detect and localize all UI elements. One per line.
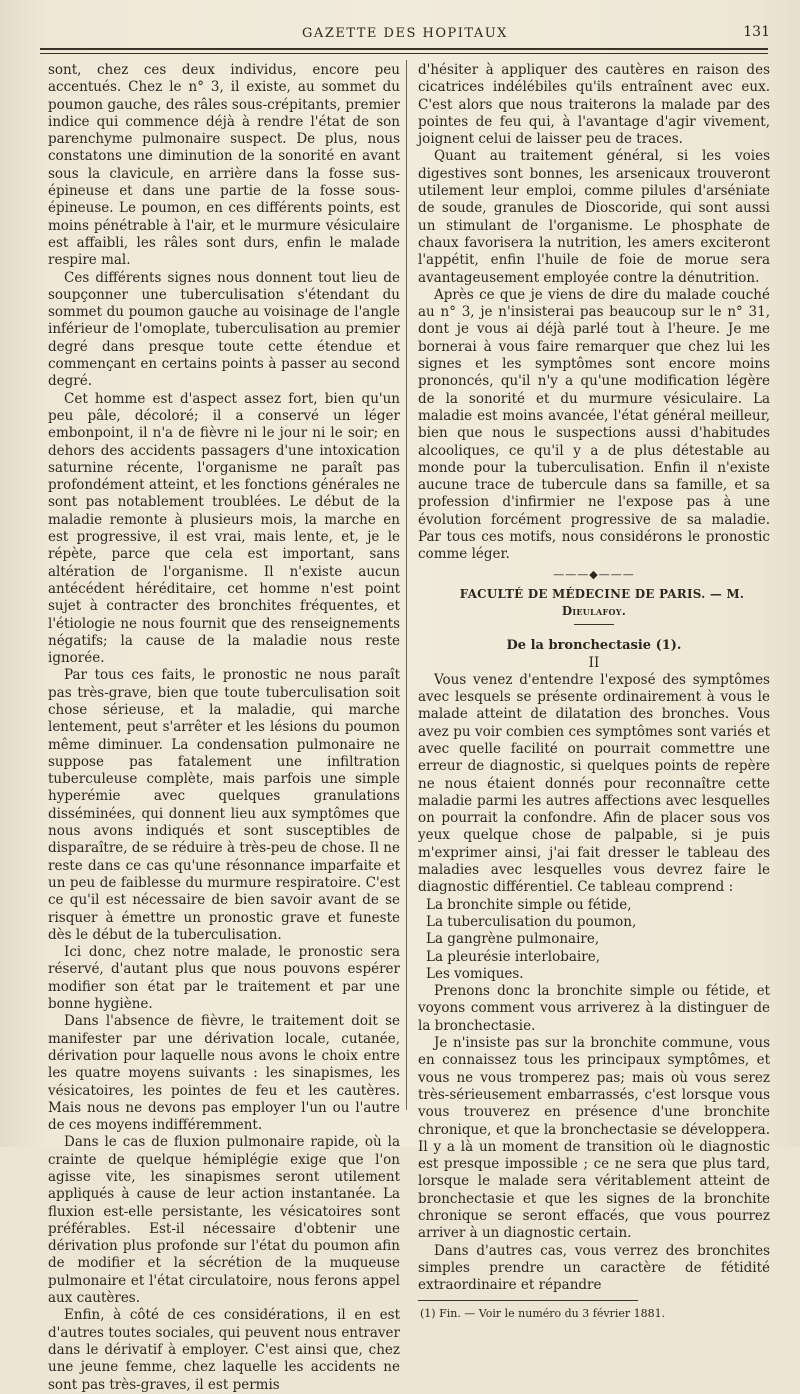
short-rule [574,624,614,625]
page-header [40,22,770,46]
paragraph: Je n'insiste pas sur la bronchite commune, vous en connaissez tous les principaux symptômes, et vous ne vous tromperez pas; mais où vous serez très-sérieusement embarrassés, c'est lorsque vous vous trouverez en présence d'une bronchite chronique, et que la bronchectasie se développera. Il y a là un moment de transition où le diagnostic est presque impossible ; ce ne sera que plus tard, lorsque le malade sera véritablement atteint de bronchectasie et que les signes de la bronchite chronique se seront effacés, que vous pourrez arriver à un diagnostic certain. [418,1035,770,1242]
right-column [418,62,770,1321]
paragraph: Dans le cas de fluxion pulmonaire rapide, où la crainte de quelque hémiplégie exige que l'on agisse vite, les sinapismes seront utilement appliqués à cause de leur action instantanée. La fluxion est-elle persistante, les vésicatoires sont préférables. Est-il nécessaire d'obtenir une dérivation plus profonde sur l'état du poumon afin de modifier et la sécrétion de la muqueuse pulmonaire et l'état circulatoire, nous ferons appel aux cautères. [48,1134,400,1307]
section-heading-text: FACULTÉ DE MÉDECINE DE PARIS. — M. [459,586,745,601]
list-item: La bronchite simple ou fétide, [426,896,632,913]
paragraph: Dans l'absence de fièvre, le traitement doit se manifester par une dérivation locale, cutanée, dérivation pour laquelle nous avons le choix entre les quatre moyens suivants : les sinapismes, les vésicatoires, les pointes de feu et les cautères. Mais nous ne devons pas employer l'un ou l'autre de ces moyens indifféremment. [48,1013,400,1134]
list-item: Les vomiques. [426,965,524,982]
footnote: (1) Fin. — Voir le numéro du 3 février 1881. [420,1307,666,1321]
left-column [48,62,400,1393]
paragraph: Ici donc, chez notre malade, le pronostic sera réservé, d'autant plus que nous pouvons espérer modifier son état par le traitement et par une bonne hygiène. [48,944,400,1013]
header-rule-top [40,48,768,50]
journal-title: GAZETTE DES HOPITAUX [302,26,508,41]
article-title: De la bronchectasie (1). [506,638,682,654]
paragraph: sont, chez ces deux individus, encore peu accentués. Chez le n° 3, il existe, au sommet du poumon gauche, des râles sous-crépitants, premier indice qui commence déjà à rendre l'état de son parenchyme pulmonaire suspect. De plus, nous constatons une diminution de la sonorité en avant sous la clavicule, en arrière dans la fosse sus-épineuse et dans une partie de la fosse sous-épineuse. Le poumon, en ces différents points, est moins pénétrable à l'air, et le murmure vésiculaire est affaibli, les râles sont durs, enfin le malade respire mal. [48,62,400,269]
column-divider [406,60,407,1110]
paragraph: Enfin, à côté de ces considérations, il en est d'autres toutes sociales, qui peuvent nous entraver dans le dérivatif à employer. C'est ainsi que, chez une jeune femme, chez laquelle les accidents ne sont pas très-graves, il est permis [48,1307,400,1393]
paragraph: Vous venez d'entendre l'exposé des symptômes avec lesquels se présente ordinairement à vous le malade atteint de dilatation des bronches. Vous avez pu voir combien ces symptômes sont variés et avec quelle facilité on pourrait commettre une erreur de diagnostic, si quelques points de repère ne nous étaient donnés pour reconnaître cette maladie parmi les autres affections avec lesquelles on pourrait la confondre. Afin de placer sous vos yeux quelque chose de palpable, si je puis m'exprimer ainsi, j'ai fait dresser le tableau des maladies avec lesquelles vous devrez faire le diagnostic différentiel. Ce tableau comprend : [418,671,770,896]
paragraph: Ces différents signes nous donnent tout lieu de soupçonner une tuberculisation s'étendant du sommet du poumon gauche au voisinage de l'angle inférieur de l'omoplate, tuberculisation au premier degré dans presque toute cette étendue et commençant en certains points à passer au second degré. [48,269,400,390]
page-number: 131 [743,24,770,40]
list-item: La pleurésie interlobaire, [426,948,600,965]
paragraph: Quant au traitement général, si les voies digestives sont bonnes, les arsenicaux trouveront utilement leur emploi, comme pilules d'arséniate de soude, granules de Dioscoride, qui sont aussi un stimulant de l'organisme. Le phosphate de chaux favorisera la nutrition, les amers exciteront l'appétit, enfin l'huile de foie de morue sera avantageusement employée contre la dénutrition. [418,148,770,286]
section-ornament: ———◆——— [553,567,635,581]
paragraph: Cet homme est d'aspect assez fort, bien qu'un peu pâle, décoloré; il a conservé un léger embonpoint, il n'a de fièvre ni le jour ni le soir; en dehors des accidents passagers d'une intoxication saturnine récente, l'organisme ne paraît pas profondément atteint, et les fonctions générales ne sont pas notablement troublées. Le début de la maladie remonte à plusieurs mois, la marche en est progressive, il est vrai, mais lente, et, je le répète, parce que cela est important, sans altération de l'organisme. Il n'existe aucun antécédent héréditaire, cet homme n'est point sujet à contracter des bronchites fréquentes, et l'étiologie ne nous fournit que des renseignements négatifs; la cause de la maladie nous reste ignorée. [48,390,400,667]
paragraph: Par tous ces faits, le pronostic ne nous paraît pas très-grave, bien que toute tuberculisation soit chose sérieuse, et la maladie, qui marche lentement, peut s'arrêter et les lésions du poumon même diminuer. La condensation pulmonaire ne suppose pas fatalement une infiltration tuberculeuse complète, mais parfois une simple hyperémie avec quelques granulations disséminées, qui donnent lieu aux symptômes que nous avons indiqués et sont susceptibles de disparaître, de se réduire à très-peu de chose. Il ne reste dans ce cas qu'une résonnance imparfaite et un peu de faiblesse du murmure respiratoire. C'est ce qu'il est nécessaire de bien savoir avant de se risquer à émettre un pronostic grave et funeste dès le début de la tuberculisation. [48,667,400,943]
list-item: La gangrène pulmonaire, [426,931,600,948]
paragraph: d'hésiter à appliquer des cautères en raison des cicatrices indélébiles qu'ils entraînent avec eux. C'est alors que nous traiterons la malade par des pointes de feu qui, à l'avantage d'agir vivement, joignent celui de laisser peu de traces. [418,62,770,148]
header-rule-bottom [40,53,768,54]
section-author: Dieulafoy. [561,603,627,618]
paragraph: Dans d'autres cas, vous verrez des bronchites simples prendre un caractère de fétidité extraordinaire et répandre [418,1242,770,1294]
part-number: II [588,654,600,671]
list-item: La tuberculisation du poumon, [426,913,637,930]
paragraph: Prenons donc la bronchite simple ou fétide, et voyons comment vous arriverez à la distinguer de la bronchectasie. [418,983,770,1034]
paragraph: Après ce que je viens de dire du malade couché au n° 3, je n'insisterai pas beaucoup sur le n° 31, dont je vous ai déjà parlé tout à l'heure. Je me bornerai à vous faire remarquer que chez lui les signes et les symptômes sont encore moins prononcés, qu'il n'y a qu'une modification légère de la sonorité et du murmure vésiculaire. La maladie est moins avancée, l'état général meilleur, bien que nous le suspections aussi d'habitudes alcooliques, ce qu'il y a de plus détestable au monde pour la tuberculisation. Enfin il n'existe aucune trace de tubercule dans sa famille, et sa profession d'infirmier ne l'expose pas à une évolution forcément progressive de sa maladie. Par tous ces motifs, nous considérons le pronostic comme léger. [418,286,770,563]
section-heading [418,586,770,621]
footnote-rule [418,1300,638,1301]
